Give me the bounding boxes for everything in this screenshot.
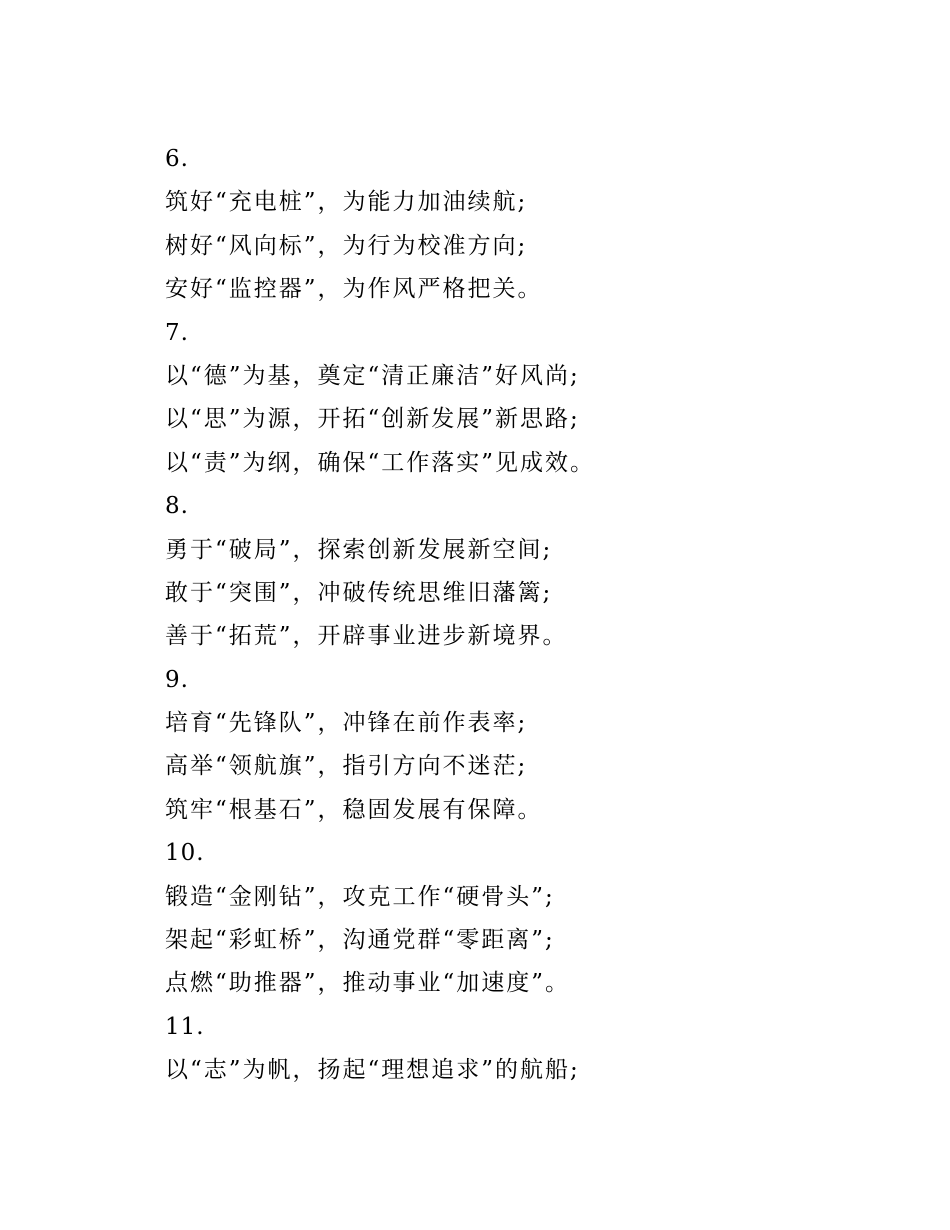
section-6-line-3: 安好“监控器”，为作风严格把关。 <box>165 276 543 303</box>
section-8-line-1: 勇于“破局”，探索创新发展新空间; <box>165 536 553 563</box>
section-number-6: 6. <box>165 146 189 172</box>
section-8-line-3: 善于“拓荒”，开辟事业进步新境界。 <box>165 623 568 650</box>
section-9-line-3: 筑牢“根基石”，稳固发展有保障。 <box>165 796 543 823</box>
section-6-line-1: 筑好“充电桩”，为能力加油续航; <box>165 189 528 216</box>
document-body <box>165 138 885 1093</box>
section-11-line-1: 以“志”为帆，扬起“理想追求”的航船; <box>165 1057 580 1084</box>
section-7-line-1: 以“德”为基，奠定“清正廉洁”好风尚; <box>165 362 580 389</box>
section-10-line-2: 架起“彩虹桥”，沟通党群“零距离”; <box>165 927 555 954</box>
section-8-line-2: 敢于“突围”，冲破传统思维旧藩篱; <box>165 579 553 606</box>
section-10-line-3: 点燃“助推器”，推动事业“加速度”。 <box>165 970 571 997</box>
section-7-line-2: 以“思”为源，开拓“创新发展”新思路; <box>165 406 580 433</box>
section-number-10: 10. <box>165 840 205 867</box>
section-number-11: 11. <box>165 1013 205 1040</box>
section-number-8: 8. <box>165 493 189 520</box>
section-number-9: 9. <box>165 666 189 693</box>
section-9-line-2: 高举“领航旗”，指引方向不迷茫; <box>165 753 528 780</box>
section-10-line-1: 锻造“金刚钻”，攻克工作“硬骨头”; <box>165 883 555 910</box>
section-9-line-1: 培育“先锋队”，冲锋在前作表率; <box>165 710 528 737</box>
section-7-line-3: 以“责”为纲，确保“工作落实”见成效。 <box>165 449 596 476</box>
section-number-7: 7. <box>165 319 189 346</box>
section-6-line-2: 树好“风向标”，为行为校准方向; <box>165 232 528 259</box>
